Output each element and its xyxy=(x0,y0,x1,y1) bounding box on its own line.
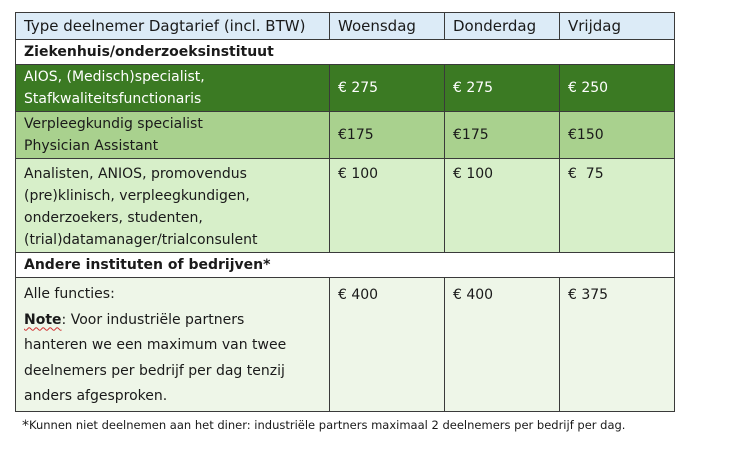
table-header-row xyxy=(16,13,675,40)
price-thursday: €175 xyxy=(445,112,560,159)
note-line xyxy=(24,308,321,334)
price-friday: € 250 xyxy=(560,65,675,112)
participant-type-cell xyxy=(16,278,330,412)
participant-type-line: (pre)klinisch, verpleegkundigen, xyxy=(24,188,250,204)
participant-type-line: AIOS, (Medisch)specialist, xyxy=(24,69,205,85)
note-label: Note xyxy=(24,311,62,328)
section-title-hospital: Ziekenhuis/onderzoeksinstituut xyxy=(16,40,675,65)
participant-type-cell xyxy=(16,159,330,253)
price-thursday: € 400 xyxy=(445,278,560,412)
header-friday: Vrijdag xyxy=(560,13,675,40)
note-text: : Voor industriële partners xyxy=(61,311,245,328)
price-wednesday: € 275 xyxy=(330,65,445,112)
header-participant-type: Type deelnemer Dagtarief (incl. BTW) xyxy=(16,13,330,40)
price-wednesday: € 100 xyxy=(330,159,445,253)
pricing-table xyxy=(15,12,675,412)
note-line: hanteren we een maximum van twee xyxy=(24,337,287,353)
participant-type-cell xyxy=(16,112,330,159)
participant-type-cell xyxy=(16,65,330,112)
section-row-hospital xyxy=(16,40,675,65)
price-wednesday: €175 xyxy=(330,112,445,159)
participant-type-line: Physician Assistant xyxy=(24,138,159,154)
price-thursday: € 275 xyxy=(445,65,560,112)
section-row-other xyxy=(16,253,675,278)
participant-type-line: Verpleegkundig specialist xyxy=(24,116,203,132)
table-row xyxy=(16,112,675,159)
participant-type-line: Stafkwaliteitsfunctionaris xyxy=(24,91,202,107)
footnote-asterisk: * xyxy=(22,418,29,434)
price-friday: € 75 xyxy=(560,159,675,253)
participant-type-line: Analisten, ANIOS, promovendus xyxy=(24,166,247,182)
table-row xyxy=(16,159,675,253)
section-title-other: Andere instituten of bedrijven* xyxy=(16,253,675,278)
participant-type-line: (trial)datamanager/trialconsulent xyxy=(24,232,258,248)
header-thursday: Donderdag xyxy=(445,13,560,40)
price-wednesday: € 400 xyxy=(330,278,445,412)
footnote xyxy=(22,418,625,434)
header-wednesday: Woensdag xyxy=(330,13,445,40)
table-row xyxy=(16,278,675,412)
note-line: anders afgesproken. xyxy=(24,388,168,404)
price-thursday: € 100 xyxy=(445,159,560,253)
price-friday: € 375 xyxy=(560,278,675,412)
note-line: deelnemers per bedrijf per dag tenzij xyxy=(24,362,285,379)
price-friday: €150 xyxy=(560,112,675,159)
footnote-text: Kunnen niet deelnemen aan het diner: industriële partners maximaal 2 deelnemers per bedrijf per dag. xyxy=(29,418,626,432)
participant-type-line: onderzoekers, studenten, xyxy=(24,210,203,226)
table-row xyxy=(16,65,675,112)
participant-type-line: Alle functies: xyxy=(24,286,115,302)
